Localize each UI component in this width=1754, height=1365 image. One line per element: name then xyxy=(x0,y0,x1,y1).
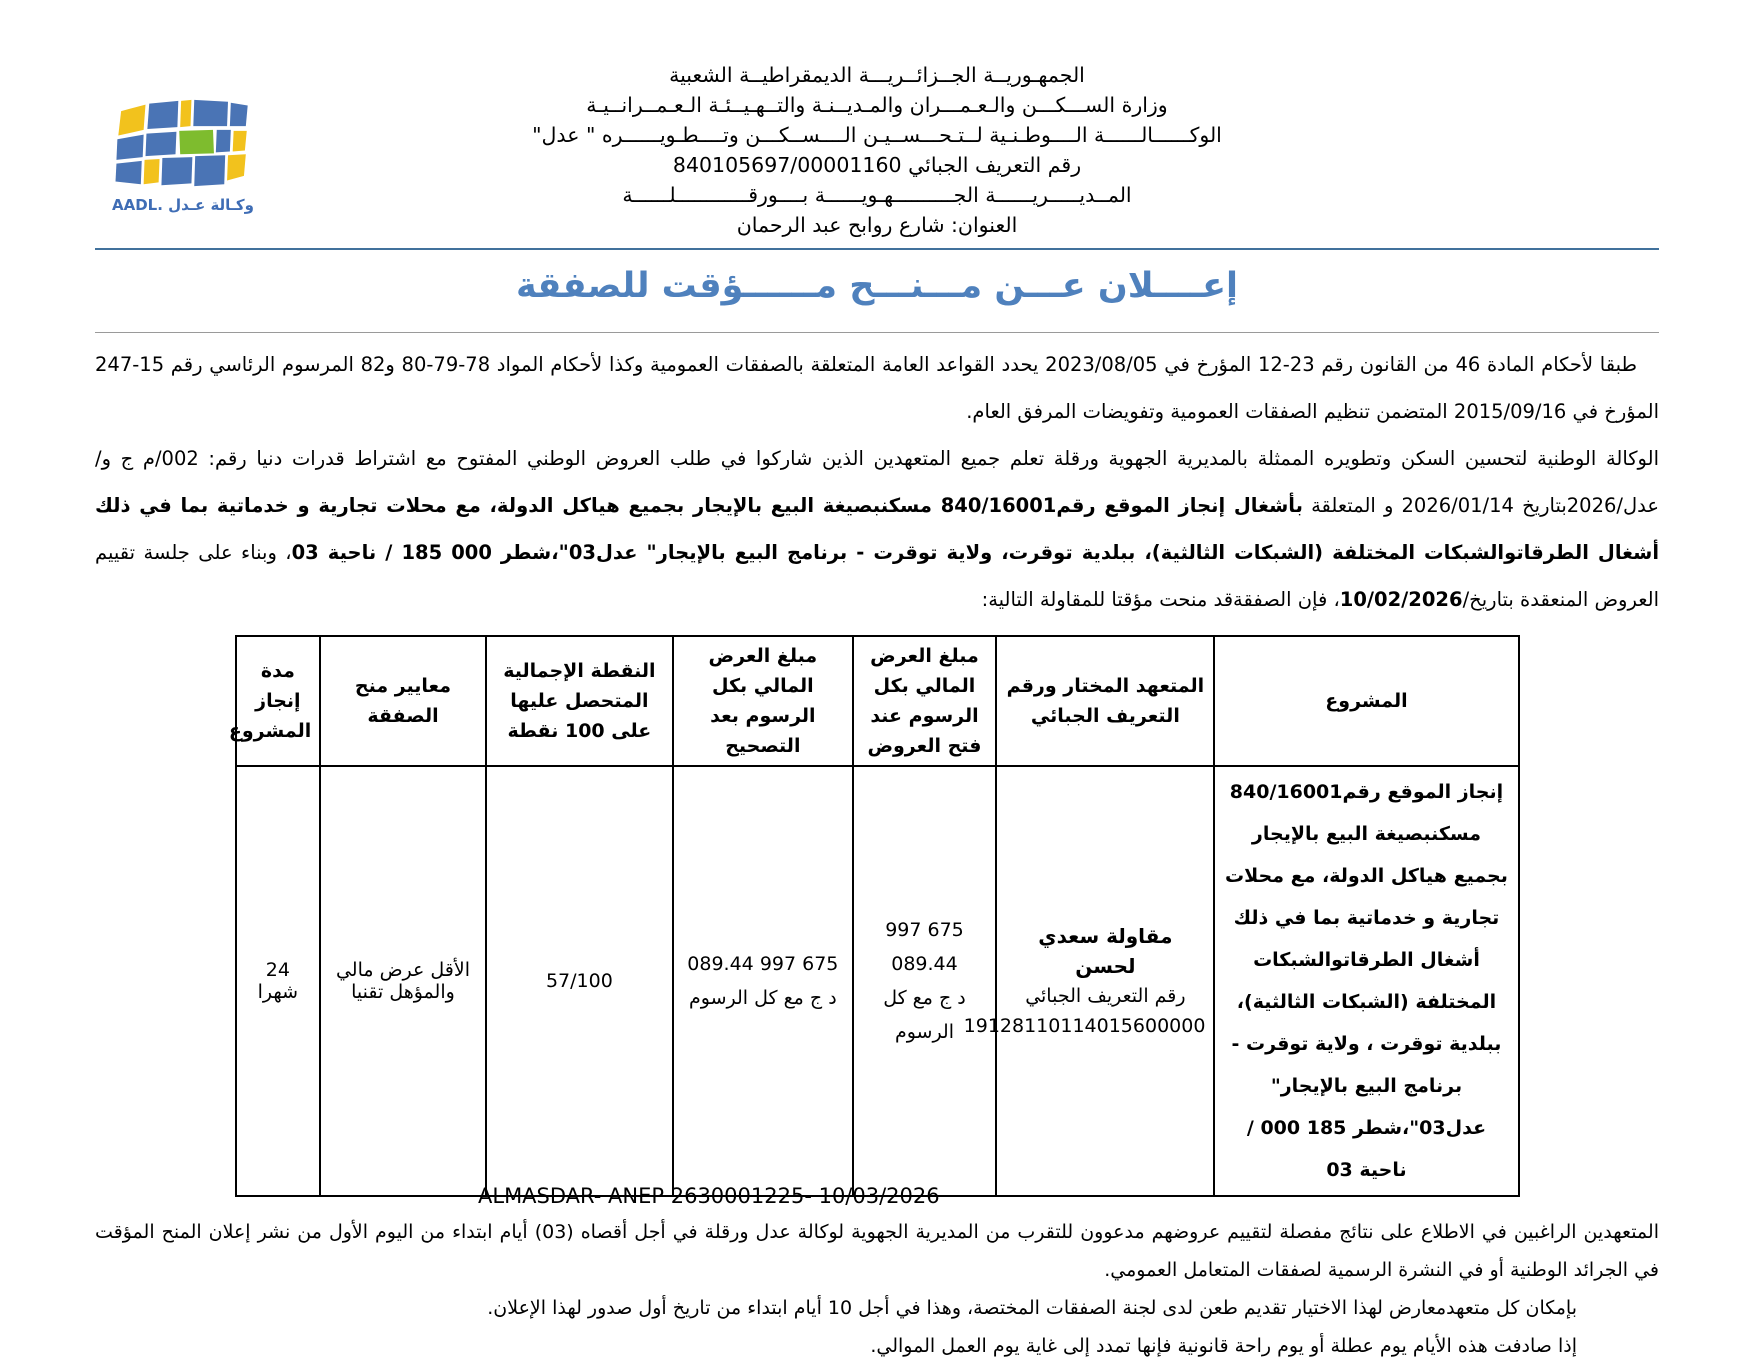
aadl-logo xyxy=(98,92,268,214)
note-results-access: المتعهدين الراغبين في الاطلاع على نتائج مفصلة لتقييم عروضهم مدعوون للتقرب من المديرية الجهوية لوكالة عدل ورقلة في أجل أقصاه (03) أيام ابتداء من اليوم الأول من نشر إعلان المنح المؤقت في الجرائد الوطنية أو في النشرة الرسمية لصفقات المتعامل العمومي. xyxy=(95,1221,1659,1281)
award-text-normal-1: الوكالة الوطنية لتحسين السكن وتطويره الممثلة بالمديرية الجهوية ورقلة تعلم جميع المتعهدين الذين شاركوا في طلب العروض الوطني المفتوح مع اشتراط قدرات دنيا رقم: 002/م ج و/ عدل/2026بتاريخ 2026/01/14 و المتعلقة xyxy=(95,447,1660,517)
cell-offer-opening xyxy=(853,766,997,1196)
award-table xyxy=(228,635,1520,1197)
header-ministry-line: وزارة الســـكـــن والـعـمـــران والمـديــنـة والتــهـيــئـة الـعـمــرانــيـة xyxy=(586,93,1168,117)
header-agency-line: الوكــــــالــــــة الــــوطـنـية لــتـحـــســيـن الــــســكـــن وتــــطـويــــــره " عدل" xyxy=(532,123,1222,147)
note-appeal: بإمكان كل متعهدمعارض لهذا الاختيار تقديم طعن لدى لجنة الصفقات المختصة، وهذا في أجل 10 أيام ابتداء من تاريخ أول صدور لهذا الإعلان. xyxy=(487,1297,1577,1319)
offer-corrected-currency: د ج مع كل الرسوم xyxy=(689,987,837,1009)
col-header-project: المشروع xyxy=(1214,636,1518,766)
notes-section xyxy=(95,1213,1659,1365)
header-tax-id-line: رقم التعريف الجبائي 840105697/00001160 xyxy=(672,153,1082,177)
table-row xyxy=(236,766,1519,1196)
bidder-tax-label: رقم التعريف الجبائي xyxy=(1025,985,1186,1007)
header-directorate-line: المــديـــــريــــــة الجــــــــــهـويــــــة بــــورقــــــــــــلــــــة xyxy=(622,183,1132,207)
award-text-normal-3: ، فإن الصفقةقد منحت مؤقتا للمقاولة التالية: xyxy=(981,588,1340,611)
cell-criteria: الأقل عرض مالي والمؤهل تقنيا xyxy=(320,766,486,1196)
col-header-criteria: معايير منح الصفقة xyxy=(320,636,486,766)
award-text-bold-date: 10/02/2026 xyxy=(1339,588,1463,611)
table-header-row xyxy=(236,636,1519,766)
offer-opening-currency: د ج مع كل الرسوم xyxy=(883,987,966,1043)
offer-corrected-amount: 675 997 089.44 xyxy=(687,953,839,975)
cell-offer-corrected xyxy=(673,766,853,1196)
offer-opening-amount: 675 997 089.44 xyxy=(885,919,964,975)
title-divider xyxy=(95,332,1659,333)
bidder-name: مقاولة سعدي لحسن xyxy=(1038,924,1173,978)
official-header xyxy=(95,60,1659,240)
cell-score: 57/100 xyxy=(486,766,673,1196)
award-text-normal-2: ، وبناء على جلسة تقييم العروض المنعقدة بتاريخ/ xyxy=(95,541,1659,611)
award-text-bold-project: بأشغال إنجاز الموقع رقم840/16001 مسكنبصيغة البيع بالإيجار بجميع هياكل الدولة، مع محلات تجارية و خدماتية بما في ذلك أشغال الطرقاتوالشبكات المختلفة (الشبكات الثالثية)، ببلدية توقرت، ولاية توقرت - برنامج البيع بالإيجار" عدل03"،شطر 000 185 / ناحية 03 xyxy=(95,494,1660,564)
aadl-flag-mosaic-icon xyxy=(108,92,258,194)
intro-section xyxy=(95,341,1659,623)
award-paragraph xyxy=(95,435,1659,623)
cell-project: إنجاز الموقع رقم840/16001 مسكنبصيغة البيع بالإيجار بجميع هياكل الدولة، مع محلات تجارية و خدماتية بما في ذلك أشغال الطرقاتوالشبكات المختلفة (الشبكات الثالثية)، ببلدية توقرت ، ولاية توقرت - برنامج البيع بالإيجار" عدل03"،شطر 185 000 / ناحية 03 xyxy=(1214,766,1518,1196)
header-divider xyxy=(95,248,1659,250)
note-holiday-extension: إذا صادفت هذه الأيام يوم عطلة أو يوم راحة قانونية فإنها تمدد إلى غاية يوم العمل الموالي. xyxy=(870,1335,1577,1357)
bidder-tax-number: 19128110114015600000 xyxy=(963,1015,1206,1037)
col-header-offer-opening: مبلغ العرض المالي بكل الرسوم عند فتح العروض xyxy=(853,636,997,766)
col-header-score: النقطة الإجمالية المتحصل عليها على 100 نقطة xyxy=(486,636,673,766)
col-header-offer-corrected: مبلغ العرض المالي بكل الرسوم بعد التصحيح xyxy=(673,636,853,766)
col-header-duration: مدة إنجاز المشروع xyxy=(236,636,321,766)
anep-reference: ALMASDAR- ANEP 2630001225- 10/03/2026 xyxy=(478,1184,940,1208)
col-header-bidder: المتعهد المختار ورقم التعريف الجبائي xyxy=(996,636,1214,766)
cell-bidder xyxy=(963,766,1214,1196)
header-republic-line: الجمهـوريــة الجــزائــريـــة الديمقراطيــة الشعبية xyxy=(669,63,1085,87)
page-title: إعــــلان عـــن مـــنـــح مــــــؤقت للصفقة xyxy=(515,266,1239,306)
aadl-logo-caption: وكـالة عـدل .AADL xyxy=(112,196,254,214)
header-address-line: العنوان: شارع روابح عبد الرحمان xyxy=(736,213,1018,237)
cell-duration: 24 شهرا xyxy=(236,766,321,1196)
legal-basis-paragraph: طبقا لأحكام المادة 46 من القانون رقم 23-12 المؤرخ في 2023/08/05 يحدد القواعد العامة المتعلقة بالصفقات العمومية وكذا لأحكام المواد 78-79-80 و82 المرسوم الرئاسي رقم 15-247 المؤرخ في 2015/09/16 المتضمن تنظيم الصفقات العمومية وتفويضات المرفق العام. xyxy=(95,353,1659,423)
